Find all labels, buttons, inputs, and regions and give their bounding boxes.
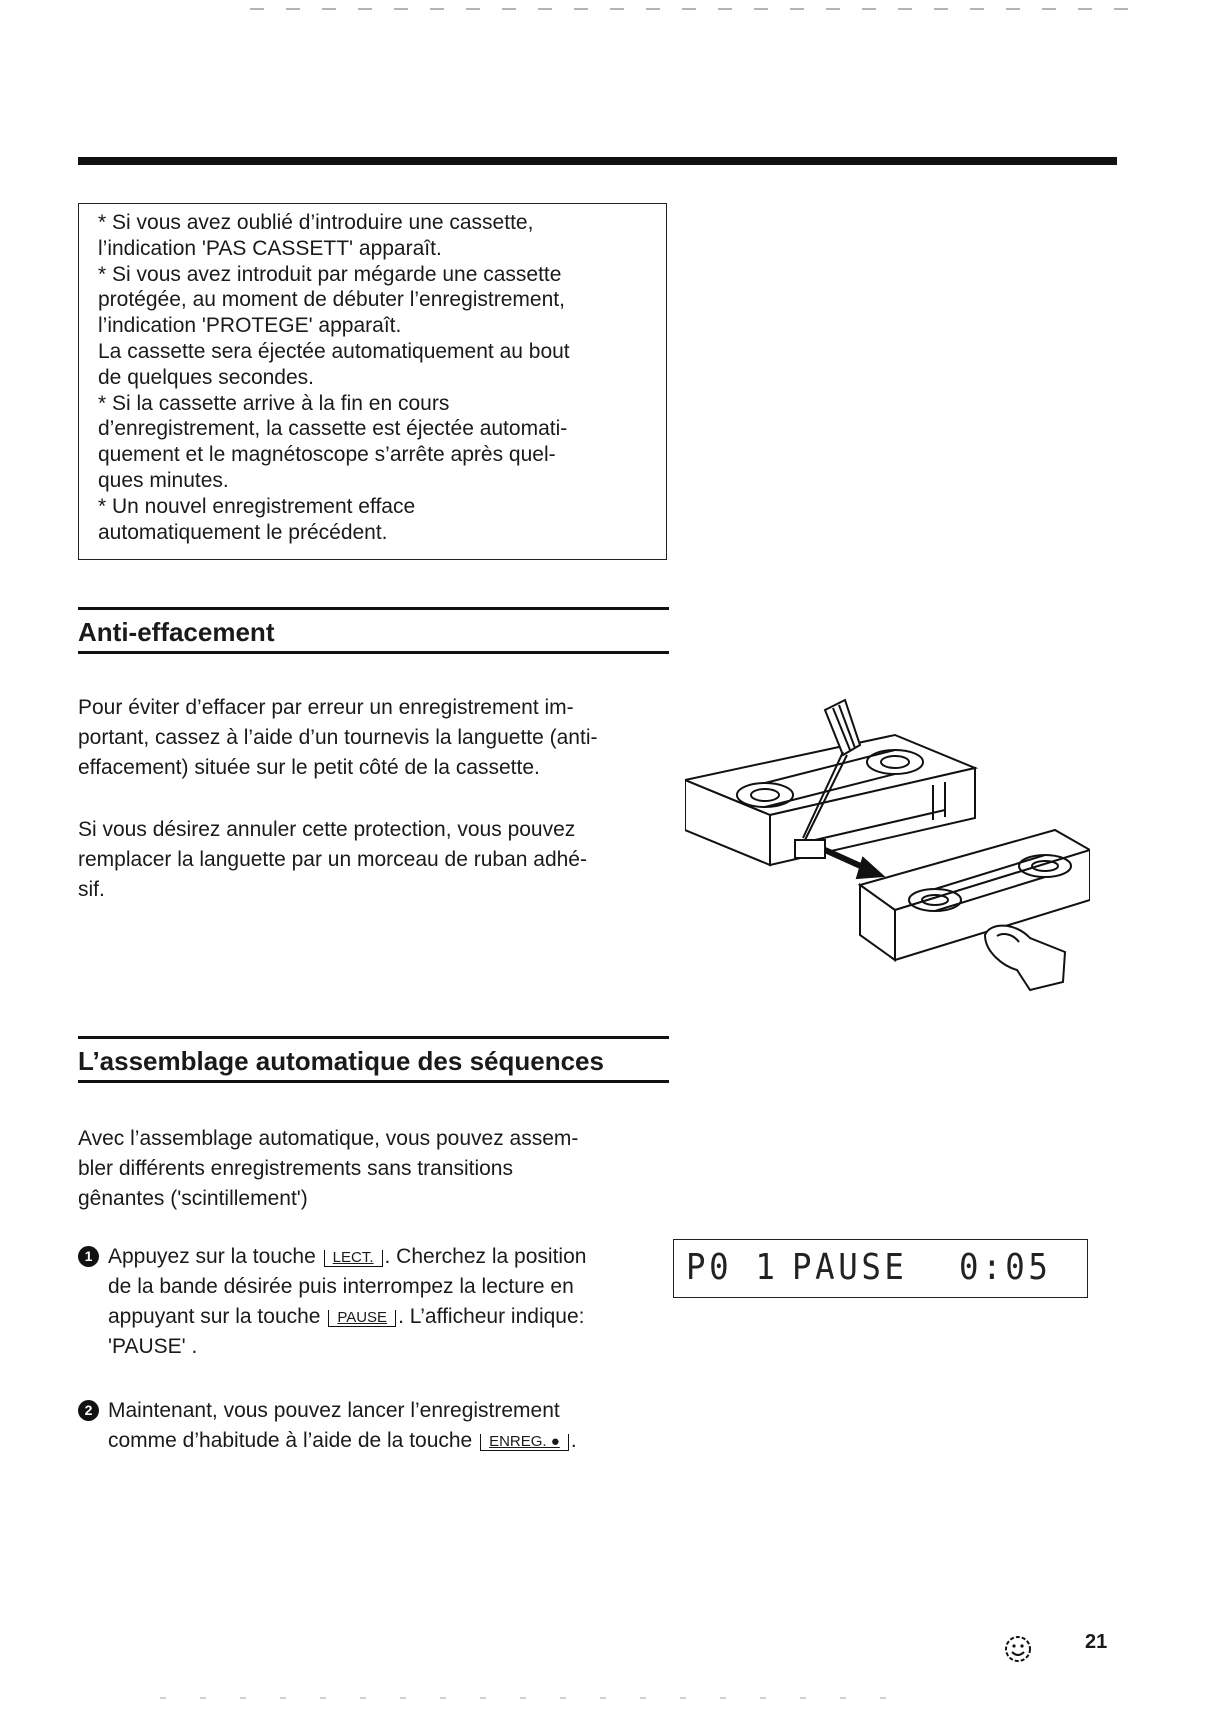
note-line: l’indication 'PAS CASSETT' apparaît. xyxy=(98,236,442,260)
paragraph-line: Avec l’assemblage automatique, vous pouvez assem- xyxy=(78,1127,579,1150)
assemblage-intro xyxy=(78,1124,578,1214)
display-program: P0 1 xyxy=(686,1247,779,1288)
note-line: de quelques secondes. xyxy=(98,365,314,389)
display-time: 0:05 xyxy=(959,1247,1052,1288)
note-box xyxy=(78,203,667,560)
step-2-text xyxy=(108,1396,577,1456)
scan-artifact-top xyxy=(250,8,1130,10)
step-text: de la bande désirée puis interrompez la lecture en xyxy=(108,1275,574,1298)
enreg-key: ENREG. ● xyxy=(480,1434,569,1451)
note-line: La cassette sera éjectée automatiquement au bout xyxy=(98,339,570,363)
paragraph-line: gênantes ('scintillement') xyxy=(78,1187,308,1210)
note-line: * Un nouvel enregistrement efface xyxy=(98,494,416,518)
scan-artifact-bottom xyxy=(160,1697,920,1699)
note-line: d’enregistrement, la cassette est éjectée automati- xyxy=(98,417,568,441)
paragraph-line: portant, cassez à l’aide d’un tournevis la languette (anti- xyxy=(78,726,598,749)
display-mode: PAUSE xyxy=(792,1247,908,1288)
step-text: Appuyez sur la touche xyxy=(108,1245,316,1268)
paragraph-line: Pour éviter d’effacer par erreur un enregistrement im- xyxy=(78,696,574,719)
step-text: . L’afficheur indique: xyxy=(398,1305,585,1328)
anti-effacement-paragraph-2 xyxy=(78,815,587,905)
note-line: l’indication 'PROTEGE' apparaît. xyxy=(98,314,402,338)
note-line: protégée, au moment de débuter l’enregistrement, xyxy=(98,288,565,312)
note-line: * Si vous avez oublié d’introduire une cassette, xyxy=(98,211,534,234)
section-heading-assemblage xyxy=(78,1036,669,1083)
pause-key: PAUSE xyxy=(328,1310,396,1327)
page-number: 21 xyxy=(1085,1631,1108,1653)
cassette-screwdriver-illustration xyxy=(685,690,1090,1000)
header-rule xyxy=(78,157,1117,165)
note-line: ques minutes. xyxy=(98,468,229,492)
paragraph-line: remplacer la languette par un morceau de ruban adhé- xyxy=(78,848,587,871)
step-text: Maintenant, vous pouvez lancer l’enregistrement xyxy=(108,1399,560,1422)
step-number-badge: 1 xyxy=(78,1246,99,1267)
paragraph-line: Si vous désirez annuler cette protection, vous pouvez xyxy=(78,818,576,841)
step-1-text xyxy=(108,1242,586,1362)
step-text: . xyxy=(570,1429,577,1452)
section-heading-anti-effacement xyxy=(78,607,669,654)
step-text: appuyant sur la touche xyxy=(108,1305,321,1328)
lect-key: LECT. xyxy=(324,1250,383,1267)
note-line: * Si la cassette arrive à la fin en cours xyxy=(98,391,450,415)
vcr-display xyxy=(673,1239,1088,1298)
section-title: Anti-effacement xyxy=(78,617,275,647)
paragraph-line: sif. xyxy=(78,878,105,901)
note-line: quement et le magnétoscope s’arrête après quel- xyxy=(98,443,556,467)
anti-effacement-paragraph-1 xyxy=(78,693,597,783)
step-number-badge: 2 xyxy=(78,1400,99,1421)
note-line: automatiquement le précédent. xyxy=(98,520,388,544)
paragraph-line: bler différents enregistrements sans transitions xyxy=(78,1157,513,1180)
step-text: . Cherchez la position xyxy=(384,1245,587,1268)
smiley-icon xyxy=(1001,1632,1035,1666)
step-text: comme d’habitude à l’aide de la touche xyxy=(108,1429,473,1452)
step-text: 'PAUSE' . xyxy=(108,1335,198,1358)
section-title: L’assemblage automatique des séquences xyxy=(78,1046,604,1076)
note-line: * Si vous avez introduit par mégarde une cassette xyxy=(98,262,562,286)
paragraph-line: effacement) située sur le petit côté de la cassette. xyxy=(78,756,540,779)
